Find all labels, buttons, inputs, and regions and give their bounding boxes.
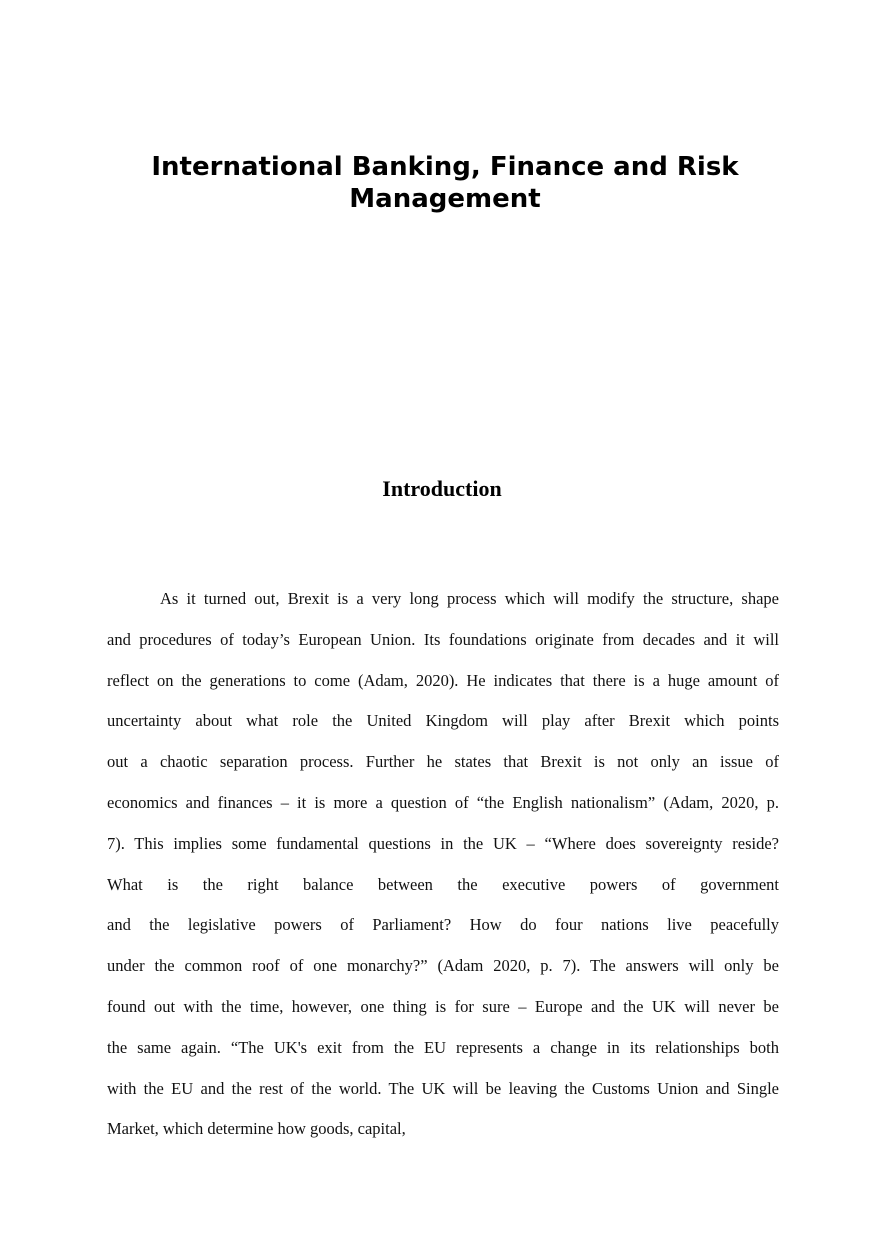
paragraph-line: the same again. “The UK's exit from the EU represents a change in its relationships both	[107, 1037, 779, 1057]
paragraph-line: What is the right balance between the executive powers of government	[107, 874, 779, 894]
paragraph-line: uncertainty about what role the United Kingdom will play after Brexit which points	[107, 711, 779, 731]
paragraph-line: with the EU and the rest of the world. The UK will be leaving the Customs Union and Single	[107, 1078, 779, 1098]
paragraph-line: out a chaotic separation process. Further he states that Brexit is not only an issue of	[107, 752, 779, 772]
paragraph-line: and procedures of today’s European Union. Its foundations originate from decades and it will	[107, 629, 779, 649]
paragraph-line: reflect on the generations to come (Adam, 2020). He indicates that there is a huge amount of	[107, 670, 779, 690]
paragraph-line: As it turned out, Brexit is a very long process which will modify the structure, shape	[160, 589, 779, 608]
paragraph-line: under the common roof of one monarchy?” (Adam 2020, p. 7). The answers will only be	[107, 956, 779, 976]
paragraph-line: Market, which determine how goods, capital,	[107, 1119, 406, 1139]
title-line-2: Management	[349, 184, 541, 214]
introduction-paragraph	[107, 588, 779, 1159]
document-title	[100, 151, 790, 215]
paragraph-line: 7). This implies some fundamental questions in the UK – “Where does sovereignty reside?	[107, 833, 779, 853]
paragraph-line: economics and finances – it is more a question of “the English nationalism” (Adam, 2020, p.	[107, 792, 779, 812]
section-heading-introduction: Introduction	[382, 476, 502, 501]
title-line-1: International Banking, Finance and Risk	[151, 152, 739, 182]
paragraph-line: and the legislative powers of Parliament? How do four nations live peacefully	[107, 915, 779, 935]
paragraph-line: found out with the time, however, one thing is for sure – Europe and the UK will never be	[107, 996, 779, 1016]
